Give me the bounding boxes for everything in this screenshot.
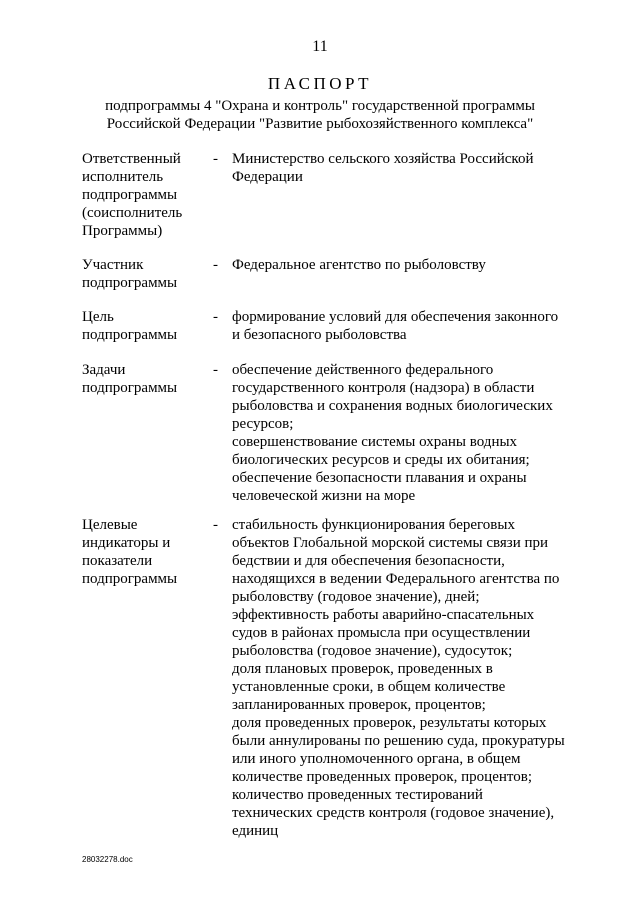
footer-filename: 28032278.doc xyxy=(82,855,133,864)
value-line: единиц xyxy=(232,823,279,839)
row-value xyxy=(232,150,582,186)
label-line: индикаторы и xyxy=(82,535,171,551)
label-line: исполнитель xyxy=(82,169,164,185)
subtitle-line: Российской Федерации "Развитие рыбохозяйственного комплекса" xyxy=(106,116,534,132)
row-label xyxy=(82,150,210,240)
row-dash: - xyxy=(213,362,218,378)
value-line: государственного контроля (надзора) в области xyxy=(232,380,535,396)
value-line: объектов Глобальной морской системы связи при xyxy=(232,535,549,551)
label-line: Программы) xyxy=(82,223,163,239)
value-line: технических средств контроля (годовое значение), xyxy=(232,805,555,821)
row-dash: - xyxy=(213,257,218,273)
value-line: рыболовства (годовое значение), судосуток; xyxy=(232,643,513,659)
label-line: подпрограммы xyxy=(82,380,178,396)
value-line: эффективность работы аварийно-спасательных xyxy=(232,607,535,623)
value-line: бедствии и для обеспечения безопасности, xyxy=(232,553,505,569)
page-number: 11 xyxy=(312,38,328,55)
label-line: Задачи xyxy=(82,362,126,378)
value-line: и безопасного рыболовства xyxy=(232,327,407,343)
label-line: Ответственный xyxy=(82,151,181,167)
row-value xyxy=(232,516,582,840)
label-line: подпрограммы xyxy=(82,571,178,587)
value-line: запланированных проверок, процентов; xyxy=(232,697,486,713)
label-line: подпрограммы xyxy=(82,327,178,343)
row-dash: - xyxy=(213,151,218,167)
row-label xyxy=(82,308,210,344)
row-value xyxy=(232,361,582,505)
value-line: Федеральное агентство по рыболовству xyxy=(232,257,486,273)
row-dash: - xyxy=(213,517,218,533)
value-line: были аннулированы по решению суда, прокуратуры xyxy=(232,733,565,749)
row-label xyxy=(82,256,210,292)
value-line: установленные сроки, в общем количестве xyxy=(232,679,506,695)
value-line: совершенствование системы охраны водных xyxy=(232,434,518,450)
value-line: или иного уполномоченного органа, в общем xyxy=(232,751,521,767)
row-dash: - xyxy=(213,309,218,325)
label-line: подпрограммы xyxy=(82,275,178,291)
value-line: Министерство сельского хозяйства Российской xyxy=(232,151,534,167)
row-label xyxy=(82,361,210,397)
label-line: Целевые xyxy=(82,517,138,533)
value-line: доля проведенных проверок, результаты которых xyxy=(232,715,547,731)
subtitle-line: подпрограммы 4 "Охрана и контроль" государственной программы xyxy=(105,98,535,114)
value-line: формирование условий для обеспечения законного xyxy=(232,309,559,325)
document-subtitle xyxy=(0,97,640,133)
value-line: доля плановых проверок, проведенных в xyxy=(232,661,493,677)
value-line: рыболовству (годовое значение), дней; xyxy=(232,589,480,605)
label-line: показатели xyxy=(82,553,153,569)
label-line: Цель xyxy=(82,309,114,325)
value-line: находящихся в ведении Федерального агентства по xyxy=(232,571,560,587)
value-line: стабильность функционирования береговых xyxy=(232,517,515,533)
value-line: биологических ресурсов и среды их обитания; xyxy=(232,452,530,468)
label-line: подпрограммы xyxy=(82,187,178,203)
value-line: рыболовства и сохранения водных биологических xyxy=(232,398,553,414)
value-line: обеспечение действенного федерального xyxy=(232,362,494,378)
label-line: Участник xyxy=(82,257,144,273)
label-line: (соисполнитель xyxy=(82,205,183,221)
value-line: количество проведенных тестирований xyxy=(232,787,483,803)
row-value xyxy=(232,256,582,274)
value-line: обеспечение безопасности плавания и охраны xyxy=(232,470,527,486)
value-line: Федерации xyxy=(232,169,303,185)
value-line: количестве проведенных проверок, процентов; xyxy=(232,769,532,785)
value-line: судов в районах промысла при осуществлении xyxy=(232,625,531,641)
value-line: ресурсов; xyxy=(232,416,294,432)
document-title: ПАСПОРТ xyxy=(267,74,373,93)
value-line: человеческой жизни на море xyxy=(232,488,416,504)
row-value xyxy=(232,308,582,344)
row-label xyxy=(82,516,210,588)
